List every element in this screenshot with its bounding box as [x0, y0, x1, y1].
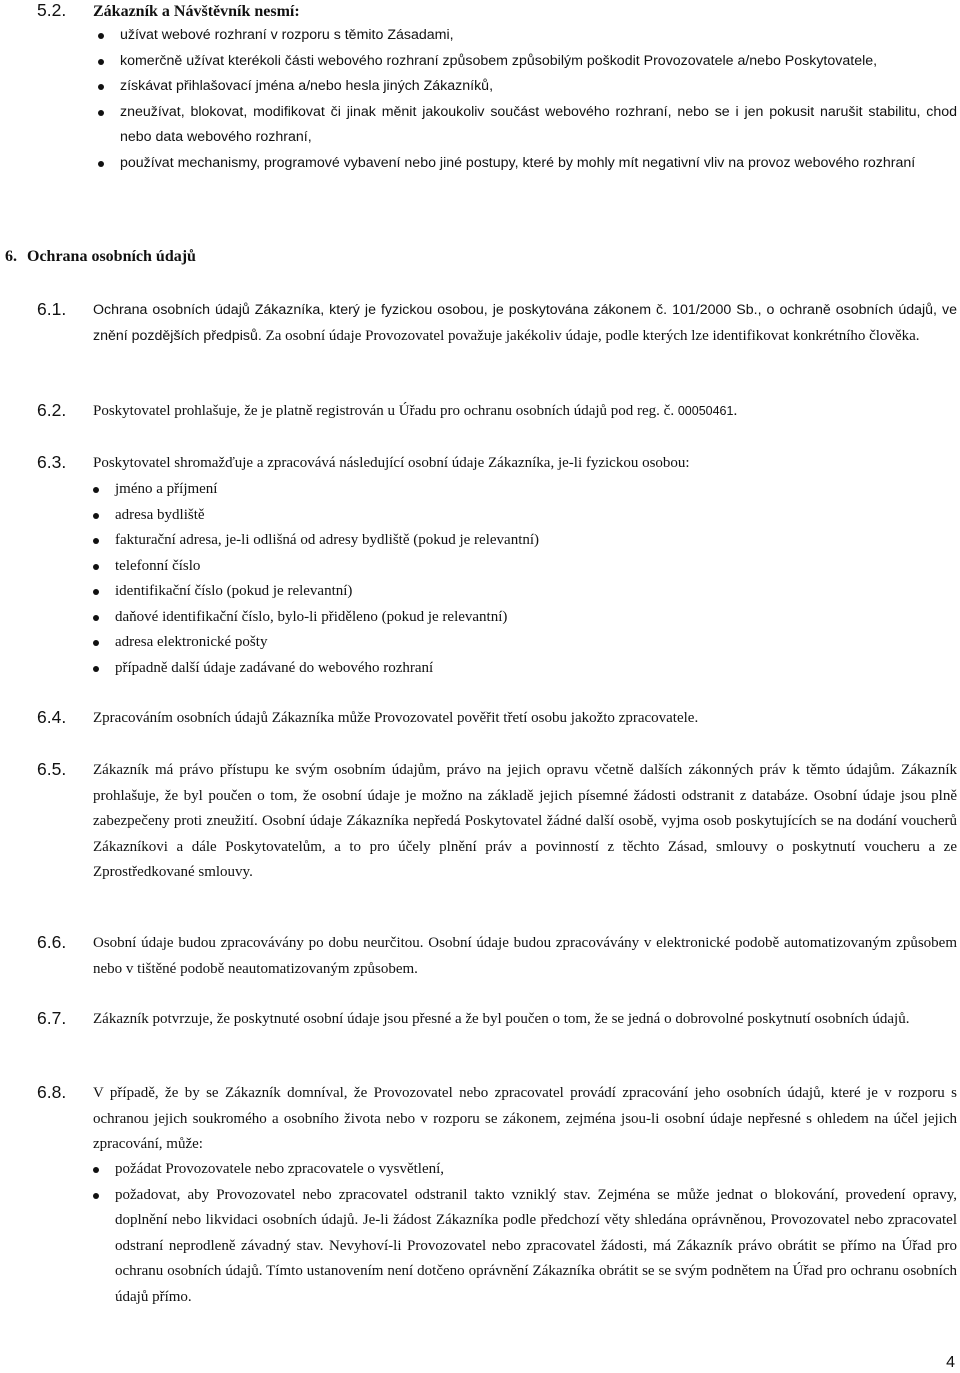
section-number: 6.8. [37, 1082, 67, 1102]
section-number: 6.7. [37, 1008, 67, 1028]
paragraph [93, 399, 957, 425]
list-item: fakturační adresa, je-li odlišná od adresy bydliště (pokud je relevantní) [93, 528, 957, 554]
bullet-list [93, 1157, 957, 1310]
section-number: 6.4. [37, 707, 67, 727]
paragraph: Poskytovatel shromažďuje a zpracovává následující osobní údaje Zákazníka, je-li fyzickou osobou: [93, 455, 690, 471]
section-title [93, 0, 957, 26]
list-item: požádat Provozovatele nebo zpracovatele o vysvětlení, [93, 1157, 957, 1183]
punctuation: . [733, 403, 738, 419]
list-item: identifikační číslo (pokud je relevantní) [93, 579, 957, 605]
bullet-list [93, 477, 957, 681]
bullet-list [98, 23, 957, 176]
paragraph: Zpracováním osobních údajů Zákazníka může Provozovatel pověřit třetí osobu jakožto zpracovatele. [93, 710, 699, 726]
chapter-number: 6. [5, 248, 17, 265]
list-item: požadovat, aby Provozovatel nebo zpracovatel odstranil takto vzniklý stav. Zejména se může jednat o blokování, provedení opravy, doplnění nebo likvidaci osobních údajů. Je-li žádost Zákazníka podle předchozí věty shledána oprávněnou, Provozovatel nebo zpracovatel odstraní neprodleně závadný stav. Nevyhoví-li Provozovatel nebo zpracovatel žádosti, má Zákazník právo obrátit se přímo na Úřad pro ochranu osobních údajů. Tímto ustanovením není dotčeno oprávnění Zákazníka obrátit se se svým podnětem na Úřad pro ochranu osobních údajů přímo. [93, 1183, 957, 1311]
paragraph-text: Poskytovatel prohlašuje, že je platně registrován u Úřadu pro ochranu osobních údajů pod reg. č. [93, 403, 678, 419]
list-item: komerčně užívat kterékoli části webového rozhraní způsobem způsobilým poškodit Provozovatele a/nebo Poskytovatele, [98, 49, 957, 75]
list-item: případně další údaje zadávané do webového rozhraní [93, 656, 957, 682]
paragraph: Zákazník má právo přístupu ke svým osobním údajům, právo na jejich opravu včetně dalších zákonných práv k těmto údajům. Zákazník prohlašuje, že byl poučen o tom, že osobní údaje je možno na základě jejich písemné žádosti odstranit z databáze. Osobní údaje jsou plně zabezpečeny proti zneužití. Osobní údaje Zákazníka nepředá Poskytovatel žádné další osobě, vyjma osob poskytujících se na dodání voucherů Zákazníkovi a dále Poskytovatelům, a to pro účely plnění práv a povinností z těchto Zásad, smlouvy o poskytnutí voucheru a ze Zprostředkované smlouvy. [93, 762, 957, 880]
list-item: získávat přihlašovací jména a/nebo hesla jiných Zákazníků, [98, 74, 957, 100]
paragraph-text: Ochrana osobních údajů Zákazníka, který je fyzickou osobou, je poskytována zákonem č. 101/2000 Sb., o ochraně osobních údajů, ve znění pozdějších předpisů. [93, 302, 957, 344]
paragraph [93, 298, 957, 349]
registration-number: 00050461 [677, 404, 734, 418]
section-number: 6.2. [37, 400, 67, 420]
paragraph: Osobní údaje budou zpracovávány po dobu neurčitou. Osobní údaje budou zpracovávány v elektronické podobě automatizovaným způsobem nebo v tištěné podobě neautomatizovaným způsobem. [93, 935, 957, 977]
list-item: telefonní číslo [93, 554, 957, 580]
section-number: 5.2. [37, 0, 67, 20]
section-number: 6.3. [37, 452, 67, 472]
chapter-heading [5, 248, 196, 266]
section-number: 6.6. [37, 932, 67, 952]
section-number: 6.5. [37, 759, 67, 779]
paragraph: Zákazník potvrzuje, že poskytnuté osobní údaje jsou přesné a že byl poučen o tom, že se jedná o dobrovolné poskytnutí osobních údajů. [93, 1011, 910, 1027]
list-item: používat mechanismy, programové vybavení nebo jiné postupy, které by mohly mít negativní vliv na provoz webového rozhraní [98, 151, 957, 177]
list-item: zneužívat, blokovat, modifikovat či jinak měnit jakoukoliv součást webového rozhraní, nebo se i jen pokusit narušit stabilitu, chod nebo data webového rozhraní, [98, 100, 957, 151]
chapter-title: Ochrana osobních údajů [27, 248, 196, 265]
paragraph-text: Za osobní údaje Provozovatel považuje jakékoliv údaje, podle kterých lze identifikovat konkrétního člověka. [261, 327, 920, 344]
section-title-text: Zákazník a Návštěvník nesmí: [93, 3, 300, 20]
list-item: jméno a příjmení [93, 477, 957, 503]
paragraph: V případě, že by se Zákazník domníval, že Provozovatel nebo zpracovatel provádí zpracování jeho osobních údajů, které je v rozporu s ochranou jejich soukromého a osobního života nebo v rozporu se zákonem, zejména jsou-li osobní údaje nepřesné s ohledem na účel jejich zpracování, může: [93, 1085, 957, 1152]
list-item: užívat webové rozhraní v rozporu s těmito Zásadami, [98, 23, 957, 49]
list-item: adresa elektronické pošty [93, 630, 957, 656]
list-item: adresa bydliště [93, 503, 957, 529]
list-item: daňové identifikační číslo, bylo-li přiděleno (pokud je relevantní) [93, 605, 957, 631]
page-number: 4 [946, 1354, 955, 1371]
section-number: 6.1. [37, 299, 67, 319]
